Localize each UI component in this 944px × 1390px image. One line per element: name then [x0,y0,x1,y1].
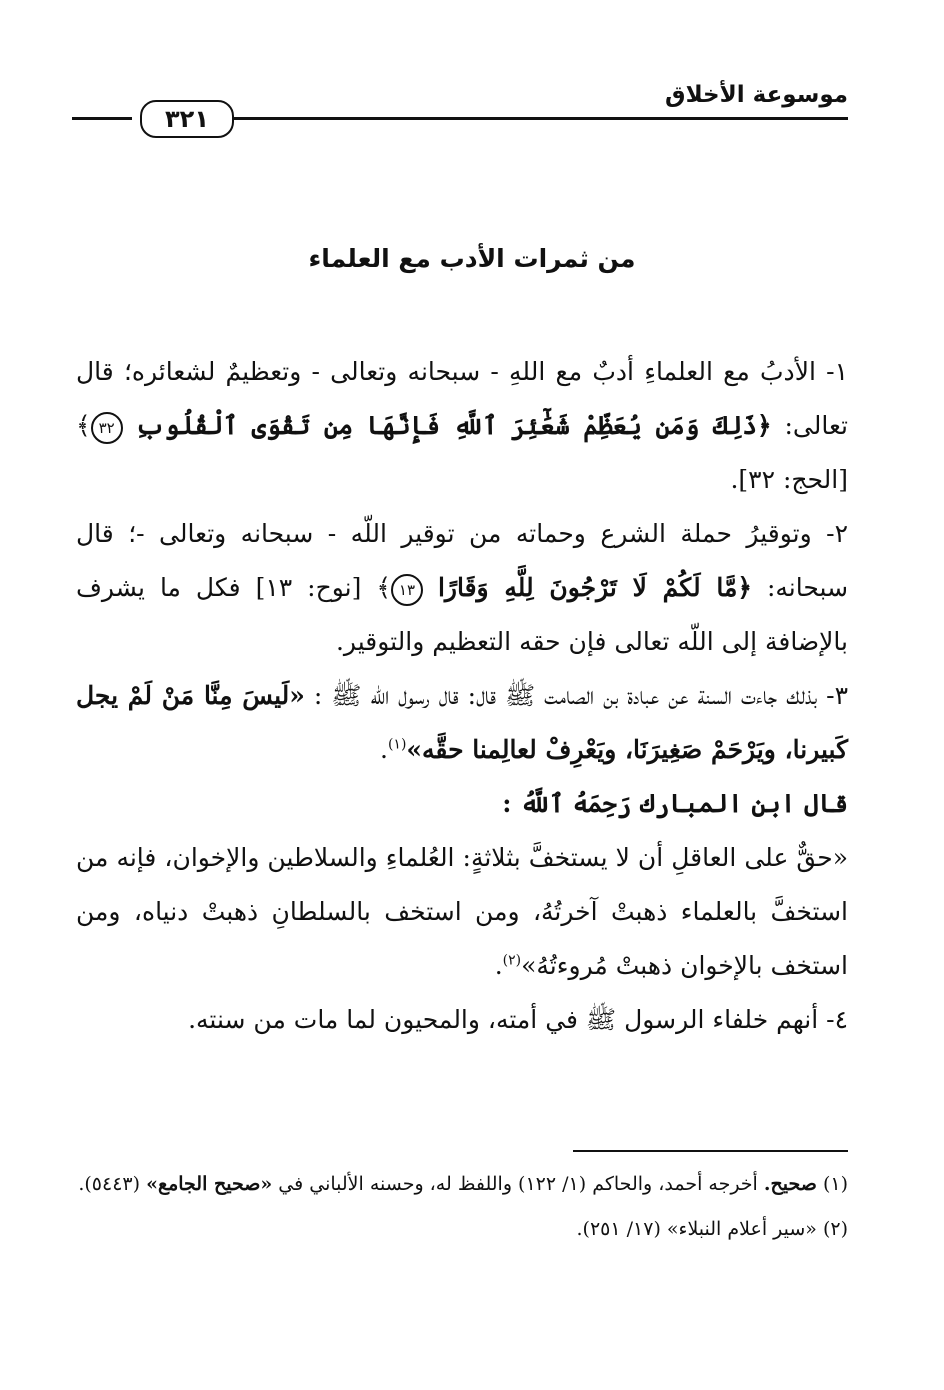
quote-end: . [494,951,503,980]
book-title: موسوعة الأخلاق [665,82,848,108]
verse-reference-2: ﴾ [نوح: ١٣] فكل ما يشرف بالإضافة إلى اللّه تعالى فإن حقه التعظيم والتوقير. [76,573,848,656]
footnote-1-grade: صحيح. [763,1173,817,1195]
paragraph-2 [76,507,848,669]
quote-text: «حقٌّ على العاقلِ أن لا يستخفَّ بثلاثةٍ: العُلماءِ والسلاطين والإخوان، فإنه من استخفَّ بالعلماء ذهبتْ آخرتُهُ، ومن استخف بالسلطانِ ذهبتْ دنياه، ومن استخف بالإخوان ذهبتْ مُروءتُهُ» [76,843,848,980]
footnote-1-text: أخرجه أحمد، والحاكم (١/ ١٢٢) واللفظ له، وحسنه الألباني في [272,1173,764,1195]
page-header [72,80,848,133]
paragraph-2-intro: ٢- وتوقيرُ حملة الشرع وحماته من توقير اللّه - سبحانه وتعالى -؛ قال سبحانه: [76,519,849,602]
footnote-separator [573,1150,848,1152]
footnote-1-source: «صحيح الجامع» [146,1173,273,1195]
footnote-2-number: (٢) [822,1218,848,1240]
footnote-1-end: (٥٤٤٣). [78,1173,147,1195]
paragraph-quote [76,831,848,993]
paragraph-3 [76,669,848,777]
quran-verse-2: ﴿مَّا لَكُمْ لَا تَرْجُونَ لِلَّهِ وَقَارًا [437,573,753,602]
body-text [76,345,848,1047]
ayah-number-marker: ١٣ [391,574,423,606]
paragraph-1-intro: ١- الأدبُ مع العلماءِ أدبٌ مع اللهِ - سبحانه وتعالى - وتعظيمٌ لشعائره؛ قال تعالى: [76,357,848,440]
section-title: من ثمرات الأدب مع العلماء [308,244,636,273]
page-number: ٣٢١ [140,100,234,138]
header-rule-short [72,117,132,120]
footnote-ref-1: (١) [387,736,407,753]
paragraph-1 [76,345,848,507]
footnote-1 [76,1162,848,1207]
footnotes [76,1162,848,1252]
footnote-1-number: (١) [822,1173,848,1195]
footnote-2 [76,1207,848,1252]
hadith-text: «لَيسَ مِنَّا مَنْ لَمْ يجل كَبيرنا، ويَرْحَمْ صَغِيرَنَا، ويَعْرِفْ لعالِمنا حقَّه» [76,681,848,764]
footnote-ref-2: (٢) [502,952,522,969]
ayah-number-marker: ٣٢ [91,412,123,444]
header-rule [234,117,848,120]
paragraph-4: ٤- أنهم خلفاء الرسول ﷺ في أمته، والمحيون لما مات من سنته. [188,1005,848,1034]
quran-verse-1: ﴿ذَلِكَ وَمَن يُعَظِّمْ شَعَٰٓئِرَ ٱللَّهِ فَإِنَّهَا مِن تَقْوَى ٱلْقُلُوبِ [135,411,772,440]
paragraph-3-intro: ٣- بذلك جاءت السنة عن عبادة بن الصامت ﷺ قال: قال رسول اللّه ﷺ : [304,681,848,710]
paragraph-3-end: . [379,735,388,764]
footnote-2-text: «سير أعلام النبلاء» (١٧/ ٢٥١). [576,1218,823,1240]
quote-heading: قال ابن المبارك رَحِمَهُ ٱللَّهُ : [502,789,848,818]
verse-reference-1: ﴾ [الحج: ٣٢]. [76,411,848,494]
